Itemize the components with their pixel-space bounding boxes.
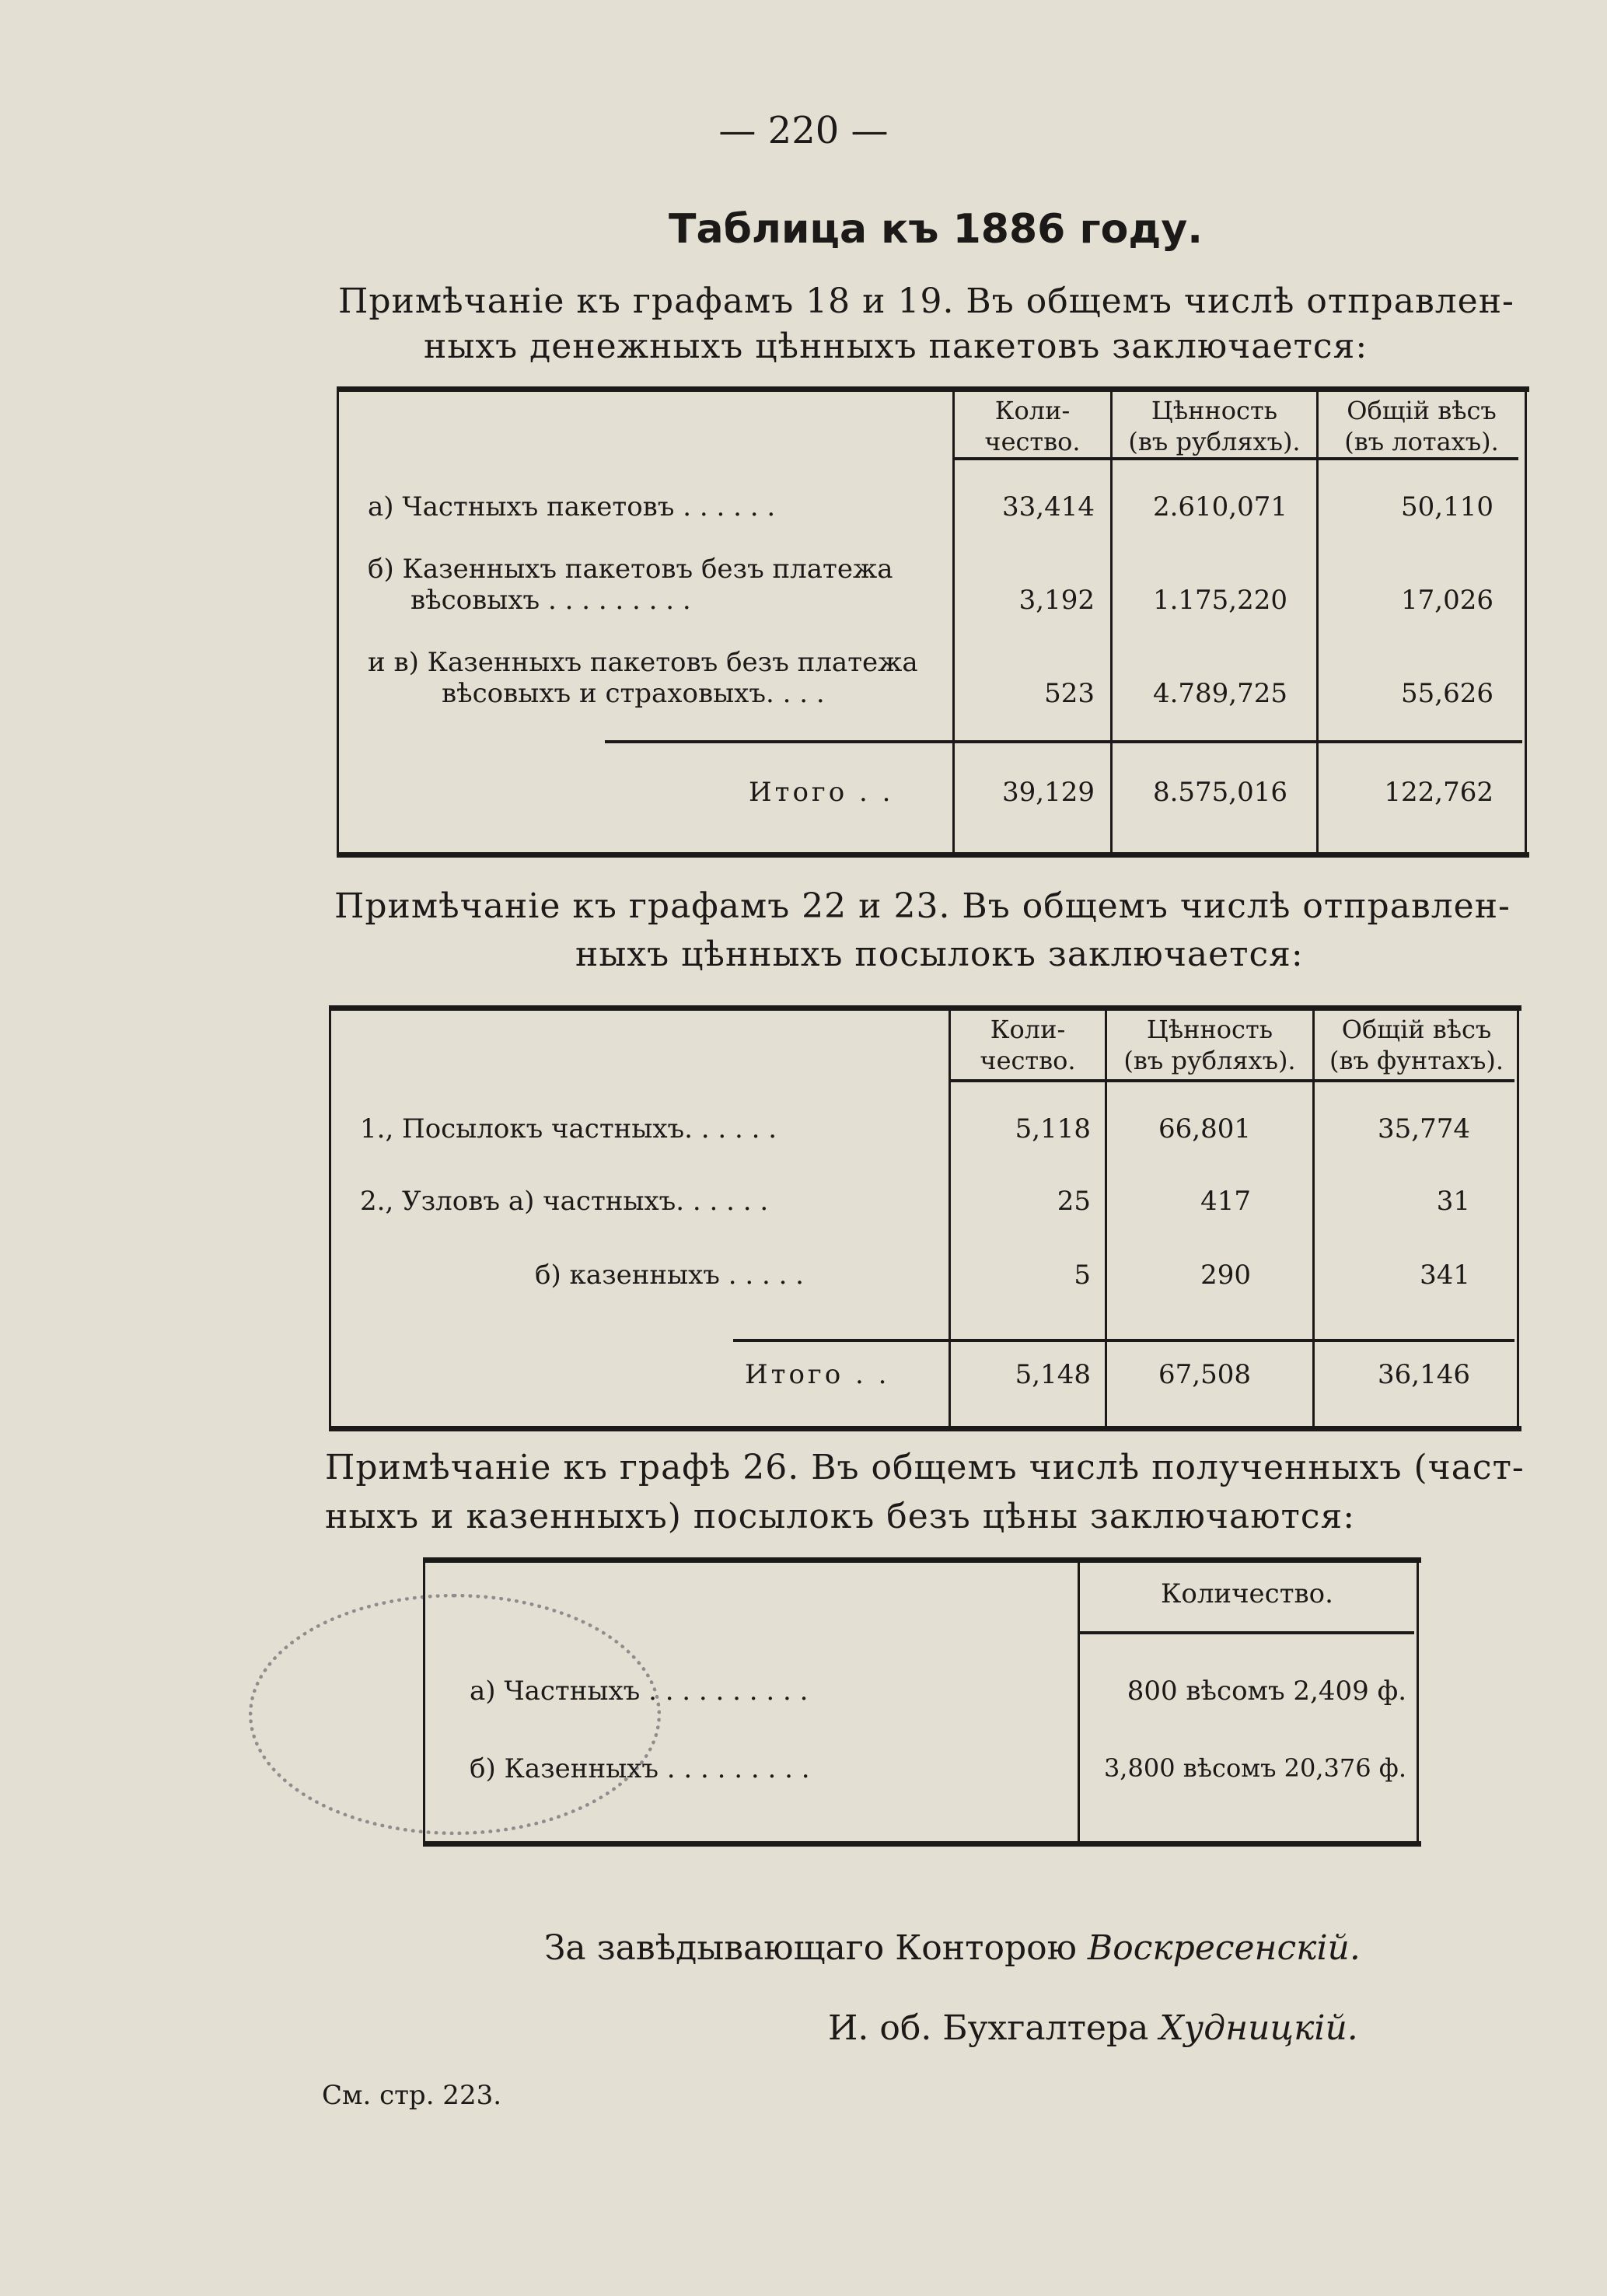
signature-name-1: Воскресенскій. [1087, 1928, 1361, 1968]
total-qty: 5,148 [1015, 1359, 1091, 1390]
header-value: Цѣнность (въ рубляхъ). [1128, 396, 1301, 456]
table-row-label-cont: вѣсовыхъ . . . . . . . . . [410, 585, 691, 616]
row-value: 66,801 [1158, 1113, 1251, 1145]
header-qty: Количество. [1161, 1578, 1333, 1609]
page-number: — 220 — [718, 109, 889, 152]
table-row-label: и в) Казенныхъ пакетовъ безъ платежа [368, 647, 918, 678]
table-row-label: б) казенныхъ . . . . . [535, 1260, 804, 1291]
footnote-see-page: См. стр. 223. [322, 2080, 502, 2111]
note3-line1: Примѣчаніе къ графѣ 26. Въ общемъ числѣ полученныхъ (част- [325, 1448, 1525, 1487]
total-value: 8.575,016 [1152, 777, 1287, 808]
total-value: 67,508 [1158, 1359, 1251, 1390]
note1-line1: Примѣчаніе къ графамъ 18 и 19. Въ общемъ числѣ отправлен- [338, 281, 1514, 321]
note1-line2: ныхъ денежныхъ цѣнныхъ пакетовъ заключается: [424, 327, 1368, 366]
library-stamp [249, 1594, 661, 1835]
row-value: 2.610,071 [1152, 491, 1287, 522]
header-value: Цѣнность (въ рубляхъ). [1123, 1015, 1296, 1075]
row-value: 290 [1200, 1260, 1251, 1291]
total-weight: 122,762 [1384, 777, 1493, 808]
table-row-label-cont: вѣсовыхъ и страховыхъ. . . . [442, 678, 825, 709]
table-row-label: б) Казенныхъ пакетовъ безъ платежа [368, 554, 893, 585]
note3-line2: ныхъ и казенныхъ) посылокъ безъ цѣны заключаются: [325, 1497, 1356, 1536]
row-qty: 3,192 [1018, 585, 1095, 616]
total-qty: 39,129 [1002, 777, 1095, 808]
total-label: Итого . . [749, 777, 894, 808]
row-value: 417 [1200, 1186, 1251, 1217]
row-weight: 55,626 [1401, 678, 1493, 709]
table-row-label: а) Частныхъ . . . . . . . . . . [470, 1676, 809, 1707]
row-value: 3,800 вѣсомъ 20,376 ф. [1103, 1753, 1406, 1783]
row-weight: 17,026 [1401, 585, 1493, 616]
table-parcels [329, 1005, 1521, 1431]
row-weight: 341 [1420, 1260, 1470, 1291]
header-qty: Коли- чество. [984, 396, 1081, 456]
table-row-label: 1., Посылокъ частныхъ. . . . . . [360, 1113, 777, 1145]
row-weight: 50,110 [1401, 491, 1493, 522]
header-weight: Общій вѣсъ (въ лотахъ). [1344, 396, 1499, 456]
signature-line-2: И. об. Бухгалтера Худницкій. [828, 2008, 1358, 2048]
row-weight: 31 [1436, 1186, 1470, 1217]
note2-line2: ныхъ цѣнныхъ посылокъ заключается: [575, 935, 1304, 974]
table-packets [337, 386, 1529, 858]
signature-line-1: За завѣдывающаго Конторою Воскресенскій. [544, 1928, 1361, 1968]
signature-name-2: Худницкій. [1159, 2008, 1358, 2048]
row-value: 4.789,725 [1152, 678, 1287, 709]
row-qty: 33,414 [1002, 491, 1095, 522]
row-value: 800 вѣсомъ 2,409 ф. [1127, 1676, 1406, 1707]
header-weight: Общій вѣсъ (въ фунтахъ). [1329, 1015, 1504, 1075]
table-row-label: 2., Узловъ а) частныхъ. . . . . . [360, 1186, 769, 1217]
row-value: 1.175,220 [1152, 585, 1287, 616]
row-qty: 5,118 [1015, 1113, 1091, 1145]
total-weight: 36,146 [1378, 1359, 1470, 1390]
total-label: Итого . . [745, 1359, 890, 1390]
page-title: Таблица къ 1886 году. [669, 206, 1203, 253]
row-qty: 5 [1074, 1260, 1091, 1291]
row-qty: 25 [1057, 1186, 1091, 1217]
note2-line1: Примѣчаніе къ графамъ 22 и 23. Въ общемъ числѣ отправлен- [334, 886, 1511, 926]
row-qty: 523 [1044, 678, 1095, 709]
table-row-label: а) Частныхъ пакетовъ . . . . . . [368, 491, 776, 522]
row-weight: 35,774 [1378, 1113, 1470, 1145]
header-qty: Коли- чество. [980, 1015, 1076, 1075]
table-row-label: б) Казенныхъ . . . . . . . . . [470, 1753, 810, 1784]
